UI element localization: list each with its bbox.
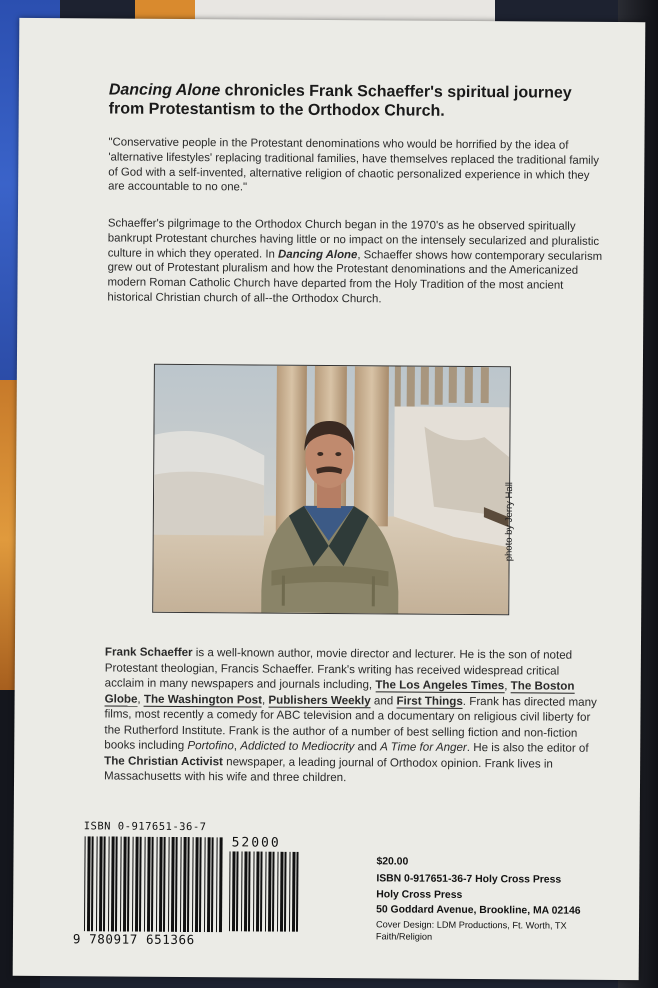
- barcode-bar: [268, 852, 272, 932]
- publisher-isbn: ISBN 0-917651-36-7 Holy Cross Press: [376, 873, 562, 886]
- bio-book-time-for-anger: A Time for Anger: [380, 740, 467, 754]
- barcode-bar: [127, 837, 130, 932]
- genre-label: Faith/Religion: [375, 931, 433, 942]
- barcode-bar: [96, 836, 98, 931]
- author-photo-illustration: [153, 365, 510, 614]
- bio-pub-la-times: The Los Angeles Times: [375, 678, 505, 693]
- bio-pub-washington-post: The Washington Post: [143, 692, 263, 707]
- quote-paragraph: "Conservative people in the Protestant denominations who would be horrified by the idea of 'alternative lifestyles' replacing traditional families, have themselves replaced the traditional family of God with a self-invented, alternative religion of chaotic personalized experience in which they are accountable to no one.": [108, 136, 600, 194]
- barcode-bar: [132, 837, 134, 932]
- bio-sep: ,: [233, 739, 241, 753]
- barcode-bar: [87, 836, 91, 931]
- barcode-bar: [232, 851, 236, 931]
- barcode-bar: [277, 852, 279, 932]
- barcode-bar: [284, 852, 287, 932]
- pilgrimage-text-1: Schaeffer's pilgrimage to the Orthodox Church began in the 1970's as he observed spiritually bankrupt Protestant churches having little or no impact on the intensely secularized and pluralistic culture in which they operated. In: [107, 217, 600, 261]
- publisher-name: Holy Cross Press: [376, 889, 463, 901]
- barcode-bar: [135, 837, 139, 932]
- bio-text-3: . He is also the editor of: [466, 740, 589, 755]
- bio-newspaper: The Christian Activist: [104, 753, 223, 768]
- barcode-bar: [108, 836, 110, 931]
- barcode-bar: [199, 837, 202, 932]
- barcode-bar: [292, 852, 296, 932]
- barcode-bar: [115, 837, 118, 932]
- barcode-bar: [244, 851, 248, 931]
- barcode-bar: [147, 837, 151, 932]
- bio-text-1: is a well-known author, movie director and lecturer. He is the son of noted Protestant theologian, Francis Schaeffer. Frank's writing has received widespread critical acclaim in many newspapers and journals including,: [104, 646, 573, 692]
- author-bio: [104, 644, 600, 787]
- headline-book-title: Dancing Alone: [108, 81, 221, 100]
- barcode-bar: [236, 851, 239, 931]
- barcode-bar: [163, 837, 166, 932]
- barcode-bar: [204, 837, 206, 932]
- barcode-bar: [103, 836, 106, 931]
- barcode-bar: [144, 837, 146, 932]
- bio-pub-publishers-weekly: Publishers Weekly: [268, 693, 371, 707]
- barcode-bar: [289, 852, 291, 932]
- barcode-bar: [84, 836, 86, 931]
- barcode-bar: [168, 837, 170, 932]
- headline-text: chronicles Frank Schaeffer's spiritual journey from Protestantism to the Orthodox Church.: [108, 82, 572, 120]
- pilgrimage-book-title: Dancing Alone: [277, 248, 358, 261]
- book-back-cover: [13, 18, 646, 980]
- pilgrimage-text-2: , Schaeffer shows how contemporary secularism grew out of Protestant pluralism and how the Protestant denominations and the Americanized modern Roman Catholic Church have departed from the Holy Tradition of the most ancient historical Christian church of all--the Orthodox Church.: [107, 248, 603, 306]
- author-photo: [152, 364, 511, 615]
- barcode-bar: [229, 851, 231, 931]
- barcode-bar: [123, 837, 127, 932]
- bio-sep: ,: [137, 692, 144, 706]
- barcode-bar: [216, 837, 218, 932]
- barcode-bar: [171, 837, 175, 932]
- barcode-bar: [120, 837, 122, 932]
- barcode-price-code: 52000: [231, 835, 281, 851]
- bio-book-portofino: Portofino: [187, 739, 234, 753]
- barcode-bar: [211, 837, 214, 932]
- bio-pub-first-things: First Things: [396, 693, 463, 708]
- barcode-bar: [265, 852, 267, 932]
- barcode-bar: [241, 851, 243, 931]
- bio-text-4: newspaper, a leading journal of Orthodox opinion. Frank lives in Massachusetts with his wife and three children.: [104, 754, 553, 785]
- headline: [109, 80, 579, 121]
- barcode-isbn-label: ISBN 0-917651-36-7: [83, 820, 207, 834]
- barcode-main: [83, 836, 224, 932]
- barcode-bar: [156, 837, 158, 932]
- bio-author-name: Frank Schaeffer: [104, 645, 193, 660]
- barcode-number: 9 780917 651366: [72, 931, 195, 948]
- barcode-bar: [192, 837, 194, 932]
- bio-text-2: . Frank has directed many films, most recently a comedy for ABC television and a documentary on religious civil liberty for the Rutherford Institute. Frank is the author of a number of best selling fiction and non-fiction books including: [104, 694, 597, 753]
- barcode-bar: [248, 851, 251, 931]
- bio-sep: ,: [261, 693, 269, 707]
- barcode-bar: [183, 837, 187, 932]
- photo-credit: photo by Jerry Hall: [503, 482, 516, 562]
- barcode-bar: [253, 851, 255, 931]
- barcode-bar: [256, 852, 260, 932]
- bio-sep: and: [354, 740, 381, 754]
- barcode-bar: [91, 836, 94, 931]
- barcode-bar: [260, 852, 263, 932]
- barcode-bar: [272, 852, 275, 932]
- barcode-bar: [207, 837, 211, 932]
- publisher-address: 50 Goddard Avenue, Brookline, MA 02146: [376, 904, 581, 917]
- bio-sep: ,: [504, 679, 511, 693]
- barcode-bar: [187, 837, 190, 932]
- cover-design-credit: Cover Design: LDM Productions, Ft. Worth, TX: [375, 919, 567, 931]
- publisher-price: $20.00: [376, 856, 409, 868]
- bio-book-addicted: Addicted to Mediocrity: [240, 739, 355, 754]
- barcode-bar: [175, 837, 178, 932]
- barcode-bar: [219, 837, 223, 932]
- barcode-bar: [139, 837, 142, 932]
- barcode-bar: [195, 837, 199, 932]
- barcode-bar: [111, 836, 115, 931]
- barcode-bar: [180, 837, 182, 932]
- bio-sep: and: [370, 693, 397, 707]
- barcode-bar: [151, 837, 154, 932]
- barcode-addon: [228, 851, 304, 932]
- barcode-bar: [296, 852, 299, 932]
- barcode-bar: [99, 836, 103, 931]
- bio-pub-boston-globe: The Boston Globe: [104, 679, 575, 706]
- barcode-bar: [280, 852, 284, 932]
- barcode-bar: [159, 837, 163, 932]
- pilgrimage-paragraph: [107, 216, 608, 308]
